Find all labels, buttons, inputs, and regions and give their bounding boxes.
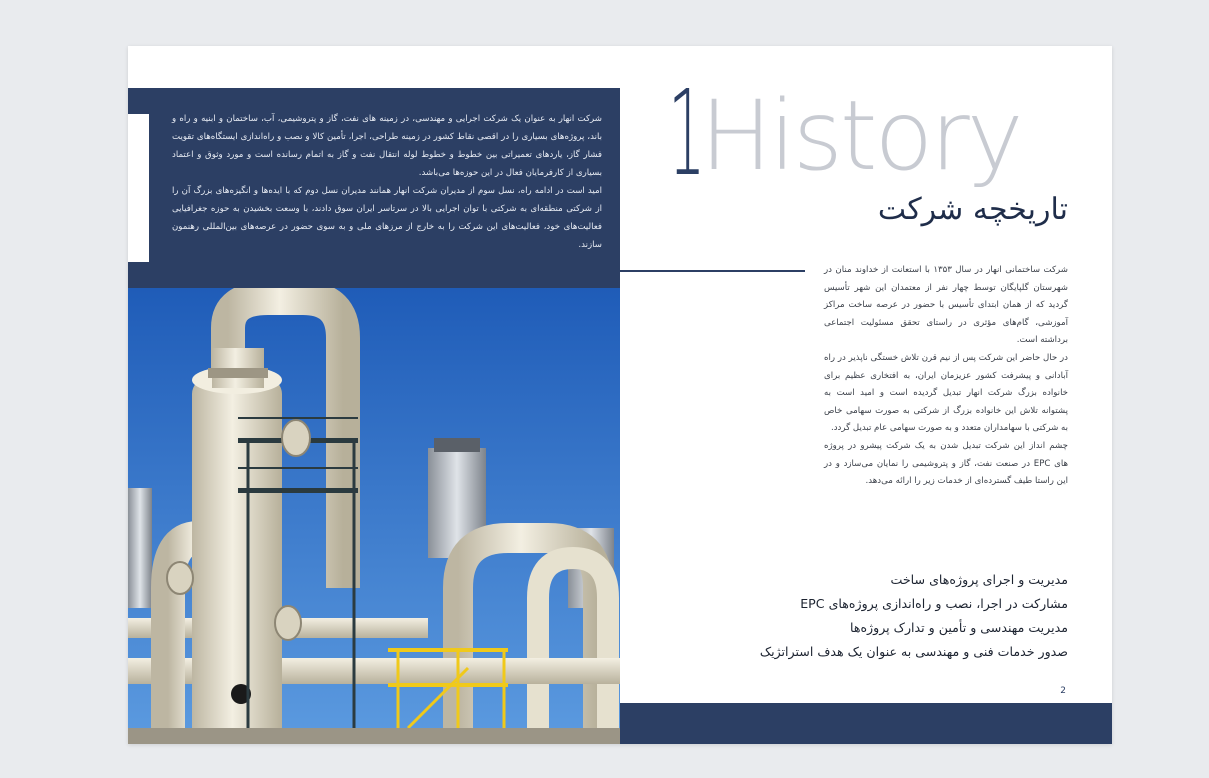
section-number: 1 xyxy=(668,64,703,202)
history-paragraph-1: شرکت ساختمانی انهار در سال ۱۳۵۳ با استعانت از خداوند منان در شهرستان گلپایگان توسط چهار نفر از معتمدان این شهر تأسیس گردید که از همان ابتدای تأسیس با حضور در عرصه ساخت مراکز آموزشی، گام‌های مؤثری در راستای تحقق مسئولیت اجتماعی برداشته است. xyxy=(824,265,1068,346)
intro-panel xyxy=(128,88,620,288)
service-item: صدور خدمات فنی و مهندسی به عنوان یک هدف استراتژیک xyxy=(759,644,1068,659)
service-item: مشارکت در اجرا، نصب و راه‌اندازی پروژه‌های EPC xyxy=(800,596,1068,611)
refinery-photo xyxy=(128,288,620,744)
refinery-illustration xyxy=(128,288,620,744)
history-text xyxy=(824,262,1068,491)
intro-text xyxy=(172,110,602,254)
intro-paragraph-1: شرکت انهار به عنوان یک شرکت اجرایی و مهندسی، در زمینه های نفت، گاز و پتروشیمی، آب، ساختمان و ابنیه و راه و باند، پروژه‌های بسیاری را در اقصی نقاط کشور در زمینه طراحی، اجرا، تأمین کالا و نصب و راه‌اندازی ایستگاه‌های تقویت فشار گاز، یاردهای تعمیراتی بین خطوط و خطوط لوله انتقال نفت و گاز به اتمام رسانده است و مورد وثوق و اعتماد بسیاری از کارفرمایان فعال در این حوزه‌ها می‌باشد. xyxy=(172,114,602,178)
footer-bar xyxy=(620,703,1112,744)
brochure-page xyxy=(128,46,1112,744)
page-number: 2 xyxy=(1060,686,1066,696)
section-title-fa: تاریخچه شرکت xyxy=(877,192,1068,227)
intro-paragraph-2: امید است در ادامه راه، نسل سوم از مدیران شرکت انهار همانند مدیران نسل دوم که با ایده‌ها و انگیزه‌های بزرگ آن را از شرکتی منطقه‌ای به شرکتی با توان اجرایی بالا در سرتاسر ایران سوق دادند، با وسعت بخشیدن به حوزه جغرافیایی فعالیت‌های خود، فعالیت‌های این شرکت را به خارج از مرزهای ملی و به سوی حضور در عرصه‌های بین‌المللی رهنمون سازند. xyxy=(172,186,602,250)
section-title-en: History xyxy=(700,80,1021,192)
service-item: مدیریت و اجرای پروژه‌های ساخت xyxy=(890,572,1068,587)
panel-accent-bar xyxy=(128,114,149,262)
service-item: مدیریت مهندسی و تأمین و تدارک پروژه‌ها xyxy=(849,620,1068,635)
divider-line xyxy=(620,270,805,272)
history-paragraph-2: در حال حاضر این شرکت پس از نیم قرن تلاش خستگی ناپذیر در راه آبادانی و پیشرفت کشور عزیزمان ایران، به افتخاری عظیم برای خانواده بزرگ شرکت انهار تبدیل گردیده است و امید است به پشتوانه تلاش این خانواده بزرگ از شرکتی به صورت سهامی خاص به شرکتی با سهامداران متعدد و به صورت سهامی عام تبدیل گردد. xyxy=(824,352,1068,434)
history-paragraph-3: چشم انداز این شرکت تبدیل شدن به یک شرکت پیشرو در پروژه های EPC در صنعت نفت، گاز و پتروشیمی را نمایان می‌سازد و در این راستا طیف گسترده‌ای از خدمات زیر را ارائه می‌دهد. xyxy=(824,440,1068,487)
services-list xyxy=(668,568,1068,664)
